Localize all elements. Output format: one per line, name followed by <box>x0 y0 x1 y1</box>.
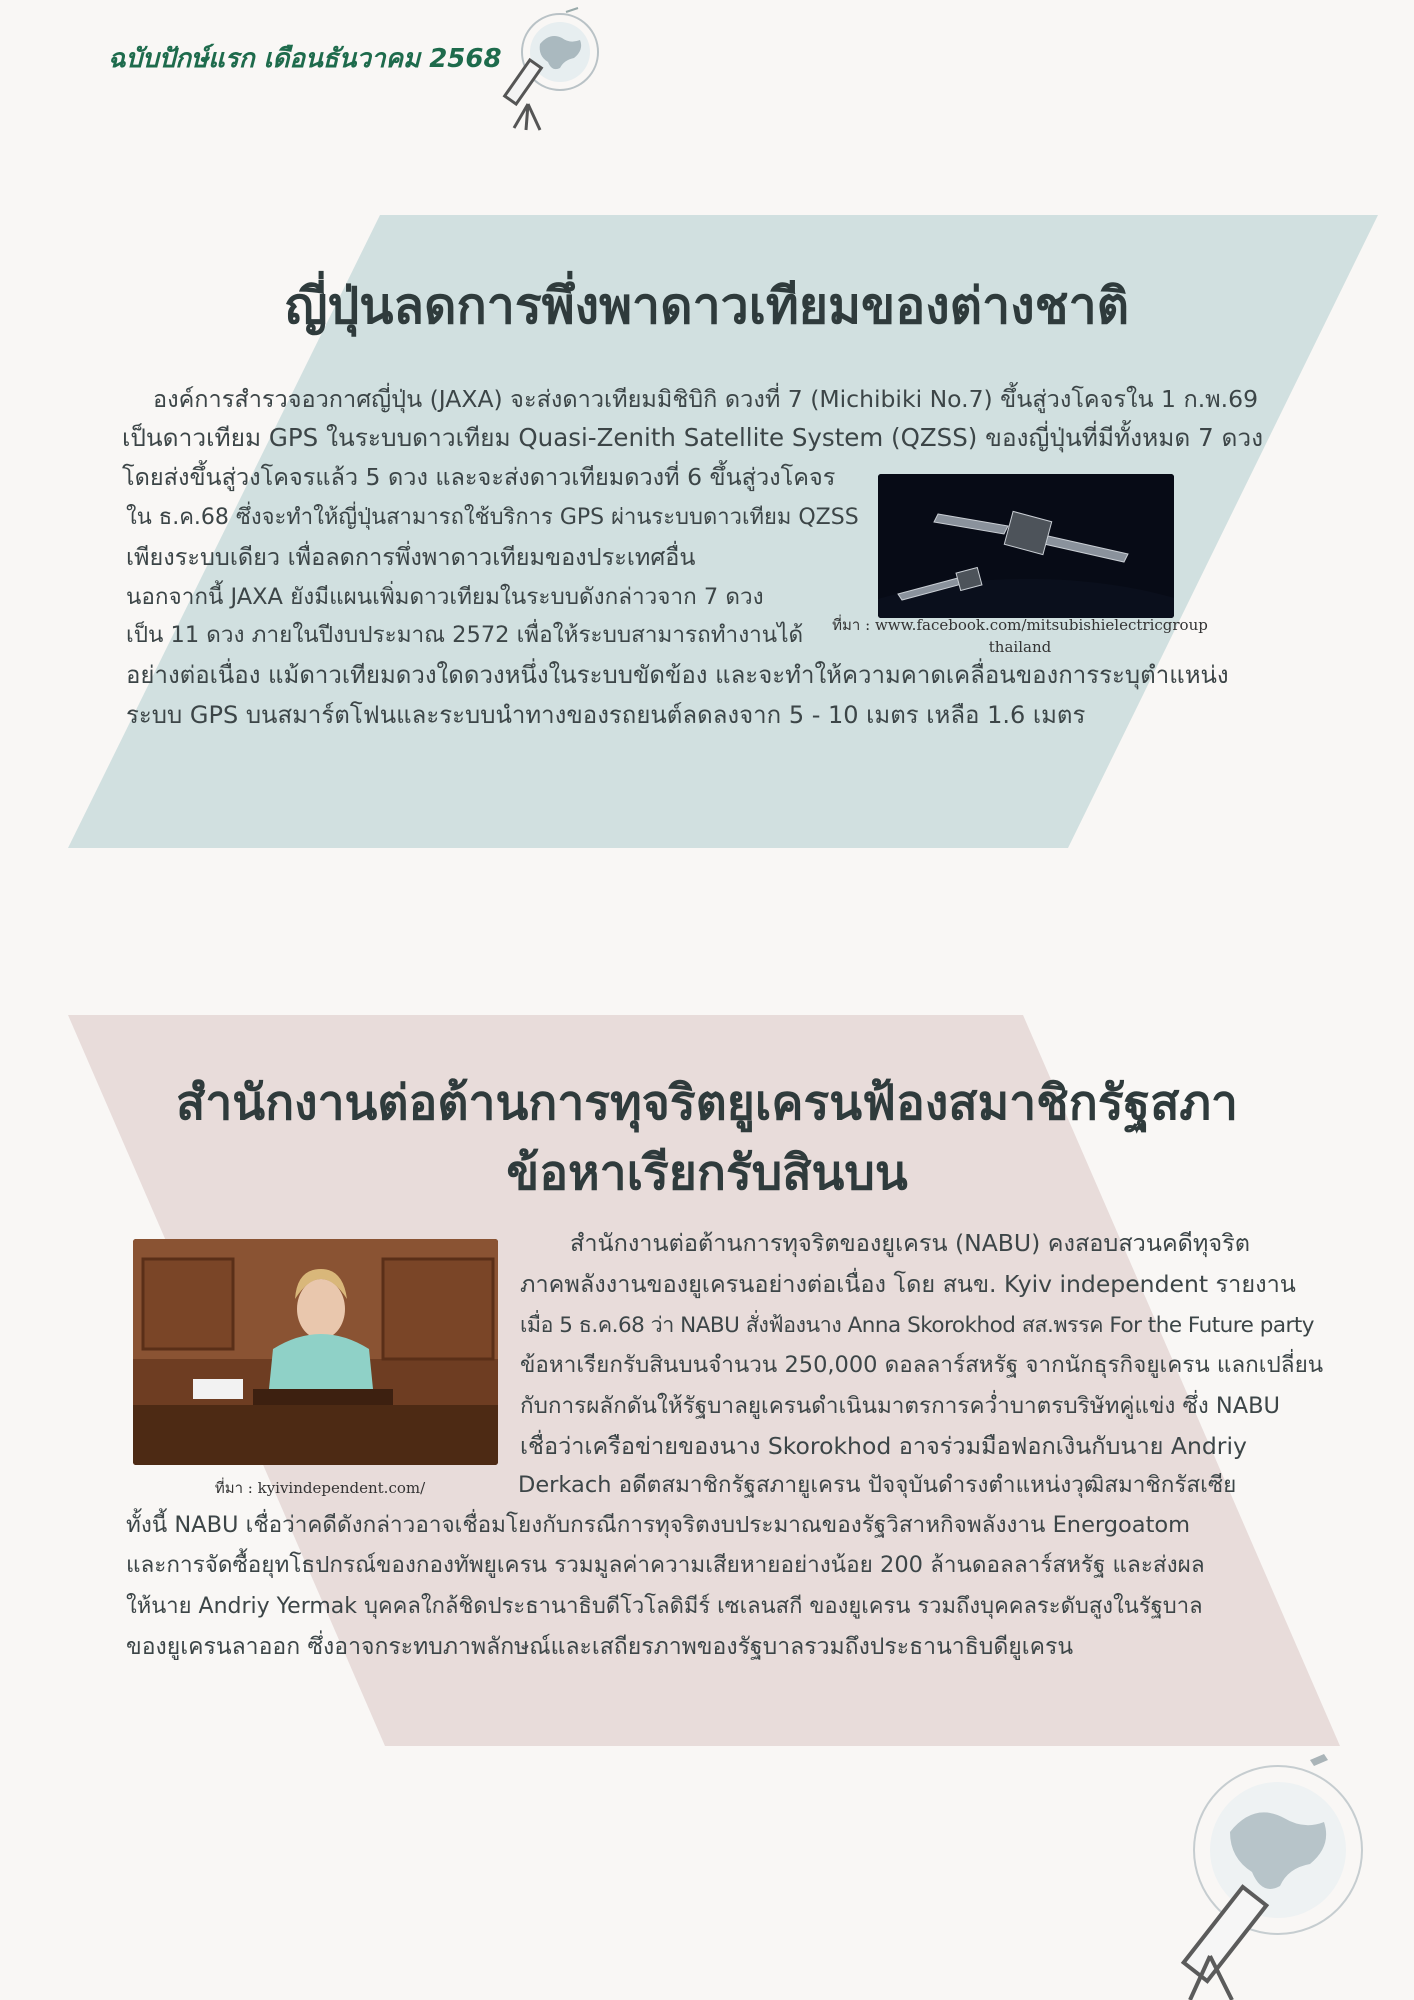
article2-caption: ที่มา : kyivindependent.com/ <box>214 1479 426 1497</box>
article1-title: ญี่ปุ่นลดการพึ่งพาดาวเทียมของต่างชาติ <box>284 277 1130 335</box>
article2-line: Derkach อดีตสมาชิกรัฐสภายูเครน ปัจจุบันดำรงตำแหน่งวุฒิสมาชิกรัสเซีย <box>518 1472 1237 1498</box>
article2-line: ข้อหาเรียกรับสินบนจำนวน 250,000 ดอลลาร์สหรัฐ จากนักธุรกิจยูเครน แลกเปลี่ยน <box>520 1352 1324 1378</box>
caption-line: ที่มา : www.facebook.com/mitsubishielectricgroup <box>832 616 1208 634</box>
article2-title-line: ข้อหาเรียกรับสินบน <box>506 1145 908 1201</box>
article2-line: และการจัดซื้อยุทโธปกรณ์ของกองทัพยูเครน รวมมูลค่าความเสียหายอย่างน้อย 200 ล้านดอลลาร์สหรัฐ และส่งผล <box>126 1552 1205 1578</box>
article2-line: สำนักงานต่อต้านการทุจริตของยูเครน (NABU) คงสอบสวนคดีทุจริต <box>570 1229 1251 1257</box>
article1-line: องค์การสำรวจอวกาศญี่ปุ่น (JAXA) จะส่งดาวเทียมมิชิบิกิ ดวงที่ 7 (Michibiki No.7) ขึ้นสู่วงโคจรใน 1 ก.พ.69 <box>153 385 1259 413</box>
article1-line: นอกจากนี้ JAXA ยังมีแผนเพิ่มดาวเทียมในระบบดังกล่าวจาก 7 ดวง <box>126 584 764 610</box>
speaker-photo <box>133 1239 498 1465</box>
article1-line: ใน ธ.ค.68 ซึ่งจะทำให้ญี่ปุ่นสามารถใช้บริการ GPS ผ่านระบบดาวเทียม QZSS <box>126 505 859 530</box>
article2-line: ของยูเครนลาออก ซึ่งอาจกระทบภาพลักษณ์และเสถียรภาพของรัฐบาลรวมถึงประธานาธิบดียูเครน <box>126 1634 1074 1660</box>
article2-line: เชื่อว่าเครือข่ายของนาง Skorokhod อาจร่วมมือฟอกเงินกับนาย Andriy <box>520 1432 1247 1460</box>
article2-line: ภาคพลังงานของยูเครนอย่างต่อเนื่อง โดย สนข. Kyiv independent รายงาน <box>520 1270 1296 1298</box>
article2-line: ให้นาย Andriy Yermak บุคคลใกล้ชิดประธานาธิบดีโวโลดิมีร์ เซเลนสกี ของยูเครน รวมถึงบุคคลระดับสูงในรัฐบาล <box>126 1594 1203 1619</box>
article1-line: อย่างต่อเนื่อง แม้ดาวเทียมดวงใดดวงหนึ่งในระบบขัดข้อง และจะทำให้ความคาดเคลื่อนของการระบุตำแหน่ง <box>126 661 1229 689</box>
article2-line: เมื่อ 5 ธ.ค.68 ว่า NABU สั่งฟ้องนาง Anna Skorokhod สส.พรรค For the Future party <box>520 1313 1315 1338</box>
article2-line: ทั้งนี้ NABU เชื่อว่าคดีดังกล่าวอาจเชื่อมโยงกับกรณีการทุจริตงบประมาณของรัฐวิสาหกิจพลังงาน Energoatom <box>126 1512 1191 1538</box>
issue-label: ฉบับปักษ์แรก เดือนธันวาคม 2568 <box>108 44 502 74</box>
article2-title-line: สำนักงานต่อต้านการทุจริตยูเครนฟ้องสมาชิกรัฐสภา <box>176 1075 1238 1131</box>
article2-line: กับการผลักดันให้รัฐบาลยูเครนดำเนินมาตรการคว่ำบาตรบริษัทคู่แข่ง ซึ่ง NABU <box>520 1393 1281 1419</box>
article2-title <box>0 1068 1414 1208</box>
article1-line: โดยส่งขึ้นสู่วงโคจรแล้ว 5 ดวง และจะส่งดาวเทียมดวงที่ 6 ขึ้นสู่วงโคจร <box>122 463 836 491</box>
article1-line: เป็นดาวเทียม GPS ในระบบดาวเทียม Quasi-Zenith Satellite System (QZSS) ของญี่ปุ่นที่มีทั้งหมด 7 ดวง <box>122 423 1264 452</box>
caption-line: thailand <box>988 638 1052 656</box>
article1-line: เพียงระบบเดียว เพื่อลดการพึ่งพาดาวเทียมของประเทศอื่น <box>126 543 696 571</box>
satellite-photo <box>878 474 1174 618</box>
article1-caption <box>810 614 1230 658</box>
article1-line: เป็น 11 ดวง ภายในปีงบประมาณ 2572 เพื่อให้ระบบสามารถทำงานได้ <box>126 622 804 648</box>
globe-telescope-icon <box>496 4 606 134</box>
article1-line: ระบบ GPS บนสมาร์ตโฟนและระบบนำทางของรถยนต์ลดลงจาก 5 - 10 เมตร เหลือ 1.6 เมตร <box>126 701 1086 729</box>
globe-telescope-icon <box>1150 1746 1380 2000</box>
